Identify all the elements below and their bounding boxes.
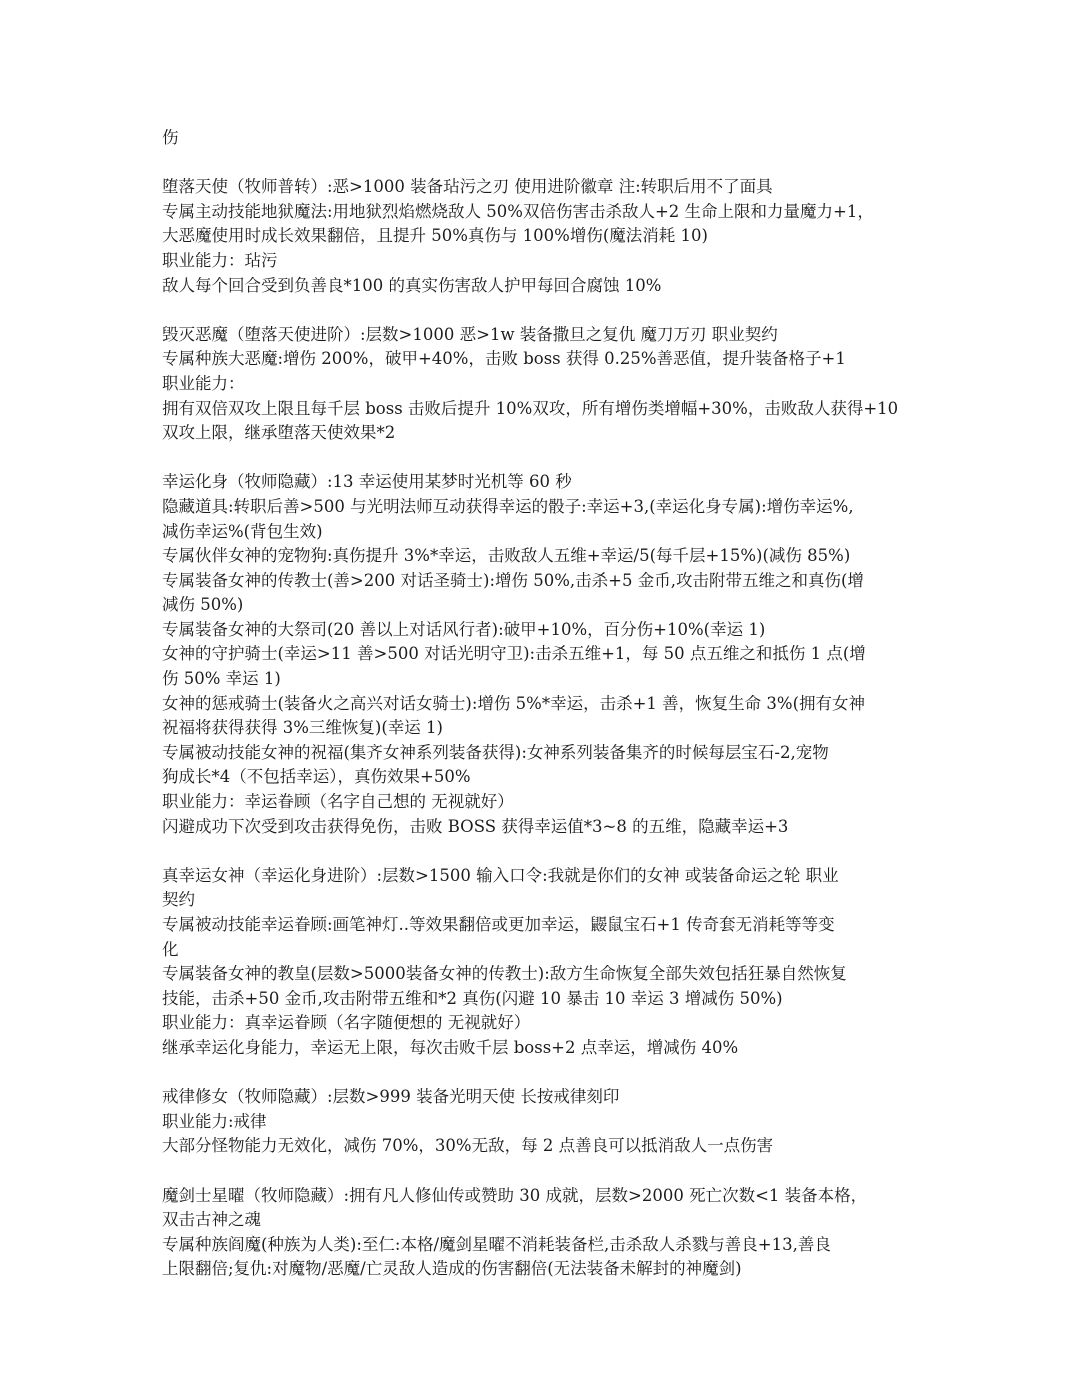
text-line: 专属种族阎魔(种族为人类):至仁:本格/魔剑星曜不消耗装备栏,击杀敌人杀戮与善良+13,善良 — [162, 1234, 831, 1254]
text-line: 减伤 50%) — [162, 595, 244, 615]
document-page — [162, 126, 932, 1282]
text-line: 狗成长*4（不包括幸运），真伤效果+50% — [162, 767, 471, 787]
section-heading: 真幸运女神（幸运化身进阶）:层数>1500 输入口令:我就是你们的女神 或装备命运之轮 职业 — [162, 865, 839, 885]
paragraph-gap — [162, 1159, 932, 1184]
text-line: 双击古神之魂 — [162, 1210, 261, 1230]
section-heading: 幸运化身（牧师隐藏）:13 幸运使用某梦时光机等 60 秒 — [162, 472, 572, 492]
text-line: 化 — [162, 939, 179, 959]
text-line: 减伤幸运%(背包生效) — [162, 521, 323, 541]
section-heading: 堕落天使（牧师普转）:恶>1000 装备玷污之刃 使用进阶徽章 注:转职后用不了面具 — [162, 177, 773, 197]
text-line: 专属主动技能地狱魔法:用地狱烈焰燃烧敌人 50%双倍伤害击杀敌人+2 生命上限和力量魔力+1， — [162, 201, 874, 221]
text-line: 上限翻倍;复仇:对魔物/恶魔/亡灵敌人造成的伤害翻倍(无法装备未解封的神魔剑) — [162, 1259, 742, 1279]
paragraph-gap — [162, 298, 932, 323]
paragraph-gap — [162, 446, 932, 471]
text-line: 大部分怪物能力无效化，减伤 70%，30%无敌，每 2 点善良可以抵消敌人一点伤害 — [162, 1136, 774, 1156]
section-heading: 魔剑士星曜（牧师隐藏）:拥有凡人修仙传或赞助 30 成就，层数>2000 死亡次数<1 装备本格， — [162, 1185, 868, 1205]
text-line: 专属被动技能幸运眷顾:画笔神灯..等效果翻倍或更加幸运，鼹鼠宝石+1 传奇套无消耗等等变 — [162, 915, 835, 934]
text-line: 职业能力：玷污 — [162, 250, 278, 270]
text-line: 祝福将获得获得 3%三维恢复)(幸运 1) — [162, 718, 443, 738]
text-line: 敌人每个回合受到负善良*100 的真实伤害敌人护甲每回合腐蚀 10% — [162, 275, 662, 295]
text-line: 伤 — [162, 128, 179, 147]
text-line: 职业能力：幸运眷顾（名字自己想的 无视就好） — [162, 792, 514, 812]
text-line: 职业能力： — [162, 373, 245, 393]
text-line: 技能，击杀+50 金币,攻击附带五维和*2 真伤(闪避 10 暴击 10 幸运 3 增减伤 50%) — [162, 988, 783, 1008]
paragraph-gap — [162, 839, 932, 864]
text-line: 闪避成功下次受到攻击获得免伤，击败 BOSS 获得幸运值*3~8 的五维，隐藏幸运+3 — [162, 816, 789, 836]
text-line: 专属被动技能女神的祝福(集齐女神系列装备获得):女神系列装备集齐的时候每层宝石-2,宠物 — [162, 742, 829, 762]
section-heading: 戒律修女（牧师隐藏）:层数>999 装备光明天使 长按戒律刻印 — [162, 1087, 620, 1107]
text-line: 继承幸运化身能力，幸运无上限，每次击败千层 boss+2 点幸运，增减伤 40% — [162, 1037, 739, 1057]
text-line: 职业能力:戒律 — [162, 1111, 267, 1131]
text-line: 专属装备女神的教皇(层数>5000装备女神的传教士):敌方生命恢复全部失效包括狂暴自然恢复 — [162, 964, 847, 984]
text-line: 拥有双倍双攻上限且每千层 boss 击败后提升 10%双攻，所有增伤类增幅+30%，击败敌人获得+10 — [162, 398, 899, 418]
text-line: 专属装备女神的传教士(善>200 对话圣骑士):增伤 50%,击杀+5 金币,攻击附带五维之和真伤(增 — [162, 570, 864, 590]
paragraph-gap — [162, 151, 932, 176]
text-line: 大恶魔使用时成长效果翻倍，且提升 50%真伤与 100%增伤(魔法消耗 10) — [162, 226, 708, 246]
text-line: 伤 50% 幸运 1) — [162, 669, 281, 689]
text-line: 专属装备女神的大祭司(20 善以上对话风行者):破甲+10%，百分伤+10%(幸运 1) — [162, 619, 766, 639]
text-line: 女神的守护骑士(幸运>11 善>500 对话光明守卫):击杀五维+1，每 50 点五维之和抵伤 1 点(增 — [162, 644, 866, 664]
text-line: 专属种族大恶魔:增伤 200%，破甲+40%，击败 boss 获得 0.25%善恶值，提升装备格子+1 — [162, 349, 846, 369]
text-line: 隐藏道具:转职后善>500 与光明法师互动获得幸运的骰子:幸运+3,(幸运化身专属):增伤幸运%, — [162, 496, 854, 516]
text-line: 女神的惩戒骑士(装备火之高兴对话女骑士):增伤 5%*幸运，击杀+1 善，恢复生命 3%(拥有女神 — [162, 693, 866, 713]
text-line: 专属伙伴女神的宠物狗:真伤提升 3%*幸运，击败敌人五维+幸运/5(每千层+15%)(减伤 85%) — [162, 546, 851, 566]
section-heading: 毁灭恶魔（堕落天使进阶）:层数>1000 恶>1w 装备撒旦之复仇 魔刀万刃 职业契约 — [162, 324, 778, 344]
text-line: 契约 — [162, 890, 195, 910]
paragraph-gap — [162, 1061, 932, 1086]
text-line: 职业能力：真幸运眷顾（名字随便想的 无视就好） — [162, 1013, 531, 1033]
text-line: 双攻上限，继承堕落天使效果*2 — [162, 423, 396, 443]
